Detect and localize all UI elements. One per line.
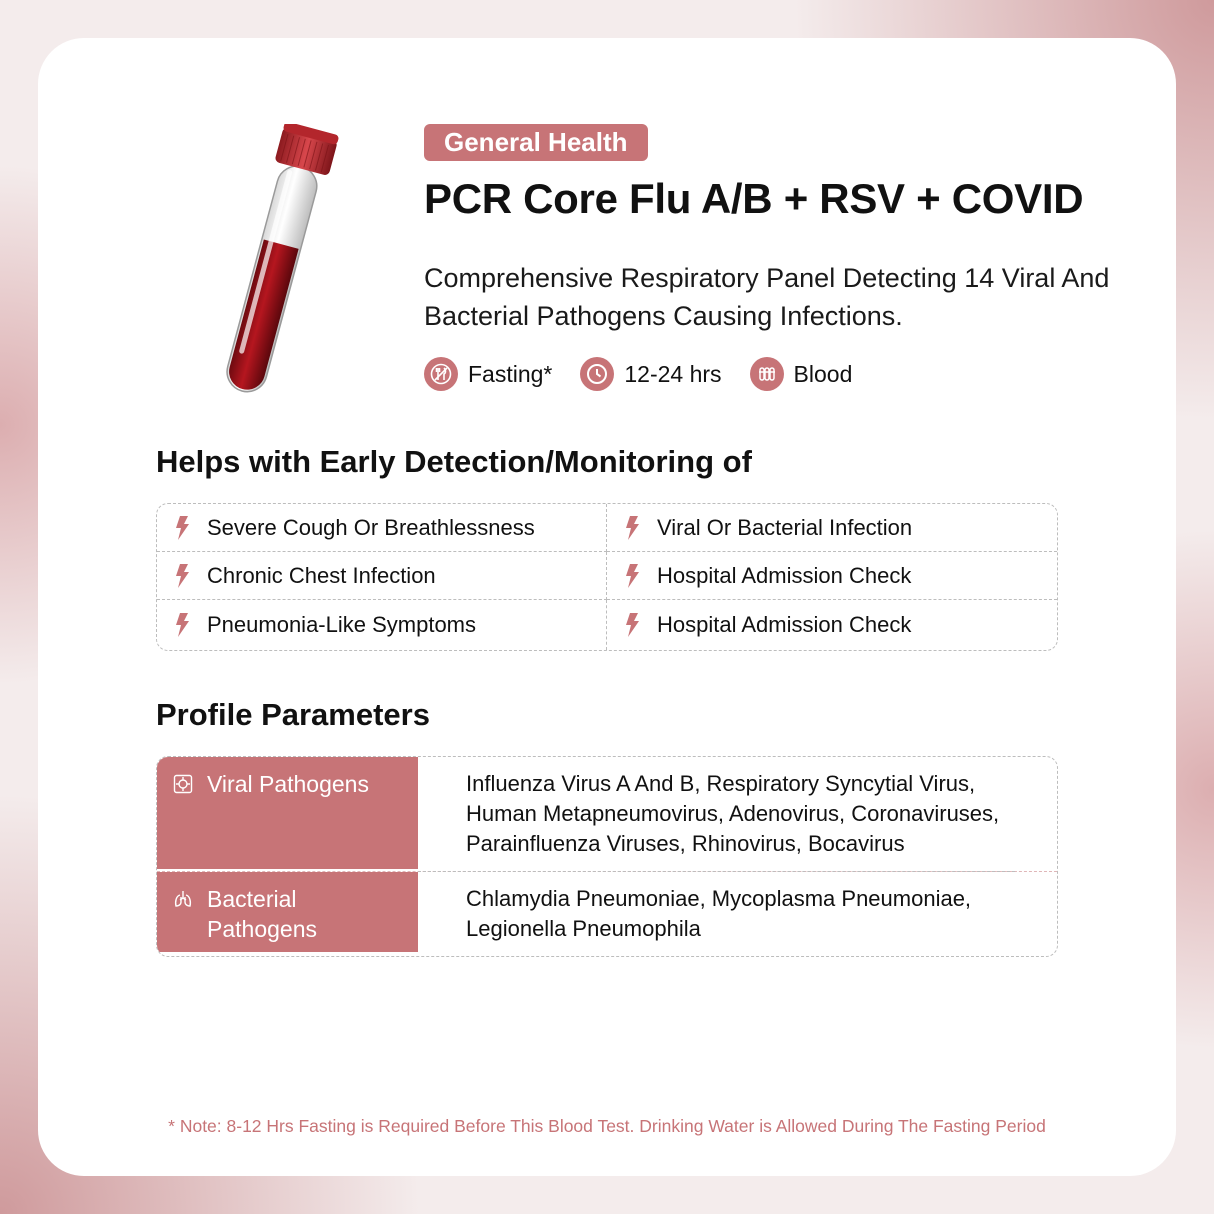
parameter-label: [207, 884, 317, 940]
detection-item-label: Hospital Admission Check: [657, 562, 912, 588]
bolt-icon: [173, 516, 193, 540]
meta-turnaround-label: 12-24 hrs: [624, 360, 722, 387]
parameter-row-bacterial: [157, 872, 1057, 956]
detection-item: [607, 600, 1057, 650]
parameter-value-line: Influenza Virus A And B, Respiratory Syncytial Virus,: [466, 771, 976, 796]
profile-parameters-table: [156, 756, 1058, 957]
detection-grid: [156, 503, 1058, 651]
detection-heading: Helps with Early Detection/Monitoring of: [156, 444, 752, 479]
bolt-icon: [173, 564, 193, 588]
meta-fasting: [424, 357, 552, 391]
hero-section: [424, 124, 1144, 391]
detection-item-label: Severe Cough Or Breathlessness: [207, 514, 535, 540]
parameter-value-line: Chlamydia Pneumoniae, Mycoplasma Pneumoniae,: [466, 885, 972, 911]
parameter-values: [418, 872, 987, 956]
lungs-icon: [173, 889, 193, 909]
profile-heading: Profile Parameters: [156, 697, 430, 732]
detection-item-label: Pneumonia-Like Symptoms: [207, 612, 477, 637]
test-description: Comprehensive Respiratory Panel Detecting 14 Viral And Bacterial Pathogens Causing Infections.: [424, 263, 1110, 331]
parameter-value-line: Legionella Pneumophila: [466, 915, 701, 941]
bolt-icon: [623, 516, 643, 540]
blood-sample-icon: [750, 357, 784, 391]
detection-item: [607, 504, 1057, 552]
category-badge: General Health: [424, 124, 648, 161]
parameter-label-cell: [157, 872, 418, 952]
fasting-note: * Note: 8-12 Hrs Fasting is Required Before This Blood Test. Drinking Water is Allowed During The Fasting Period: [168, 1116, 1046, 1136]
parameter-value-line: Parainfluenza Viruses, Rhinovirus, Bocavirus: [466, 831, 905, 856]
parameter-value-line: Human Metapneumovirus, Adenovirus, Coronaviruses,: [466, 801, 1000, 826]
detection-item: [157, 600, 607, 650]
detection-item: [607, 552, 1057, 600]
parameter-label: Viral Pathogens: [207, 771, 369, 797]
parameter-values: [418, 757, 1015, 872]
parameter-label-cell: [157, 757, 418, 869]
bolt-icon: [623, 564, 643, 588]
bolt-icon: [173, 613, 193, 637]
fasting-icon: [424, 357, 458, 391]
blood-test-tube-image: [188, 124, 348, 394]
detection-item-label: Chronic Chest Infection: [207, 562, 436, 588]
meta-fasting-label: Fasting*: [468, 360, 553, 387]
parameter-label-line: Pathogens: [207, 915, 317, 942]
detection-item-label: Viral Or Bacterial Infection: [657, 514, 913, 540]
detection-item-label: Hospital Admission Check: [657, 612, 912, 637]
detection-item: [157, 552, 607, 600]
meta-turnaround: [580, 357, 721, 391]
meta-sample: [750, 357, 853, 391]
parameter-label-line: Bacterial: [207, 885, 297, 912]
meta-sample-label: Blood: [793, 360, 853, 387]
test-title: PCR Core Flu A/B + RSV + COVID: [424, 175, 1084, 222]
parameter-row-viral: [157, 757, 1057, 872]
test-meta: [424, 357, 1144, 391]
bolt-icon: [623, 613, 643, 637]
virus-icon: [173, 774, 193, 794]
detection-item: [157, 504, 607, 552]
product-card: [38, 38, 1176, 1176]
clock-icon: [580, 357, 614, 391]
